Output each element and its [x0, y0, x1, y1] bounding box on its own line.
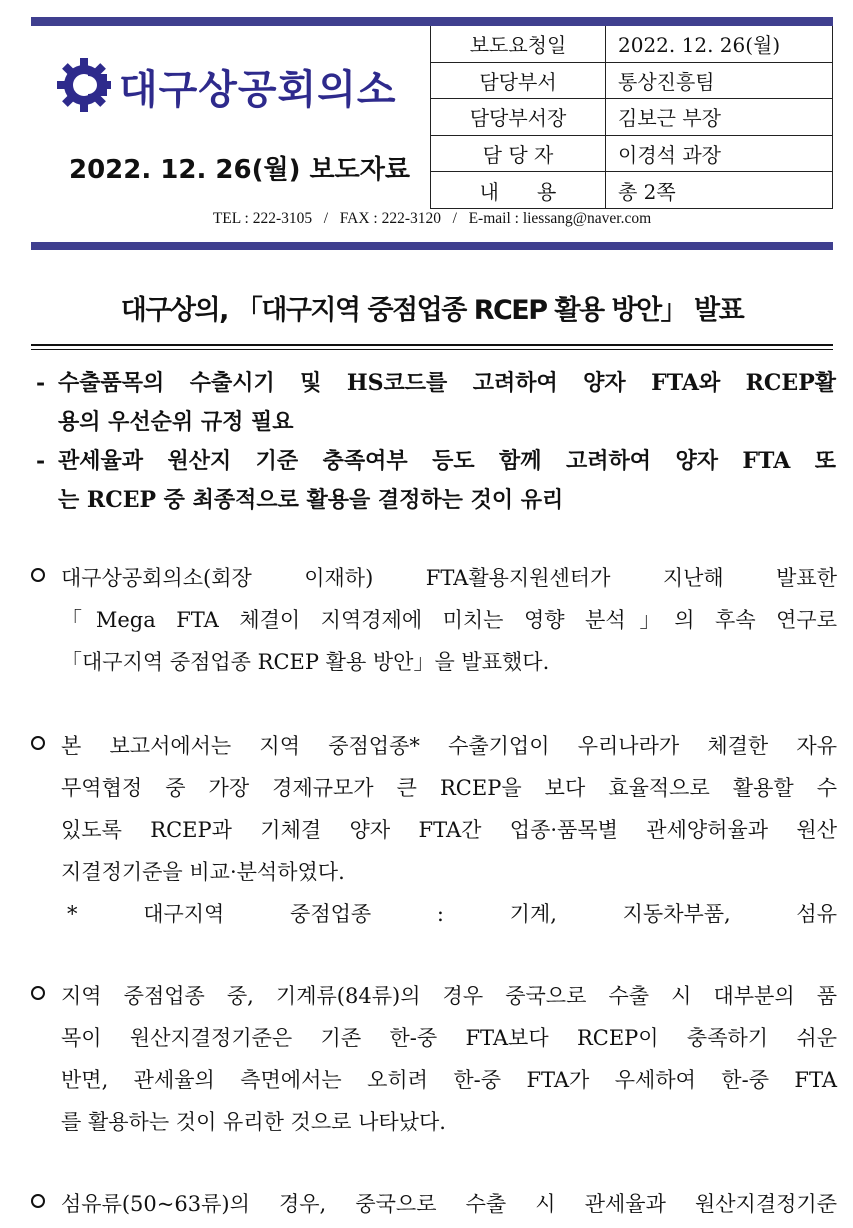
dash-marker: -	[36, 370, 46, 396]
circle-bullet-icon	[31, 986, 45, 1000]
info-row	[431, 135, 833, 172]
info-value: 총 2쪽	[606, 172, 833, 209]
paragraph-line: 대구상공회의소(회장 이재하) FTA활용지원센터가 지난해 발표한	[61, 566, 837, 590]
paragraph-line: 지역 중점업종 중, 기계류(84류)의 경우 중국으로 수출 시 대부분의 품	[61, 984, 837, 1008]
paragraph-line: 「Mega FTA 체결이 지역경제에 미치는 영향 분석」의 후속 연구로	[61, 608, 837, 632]
body-paragraph	[31, 975, 837, 1143]
info-value: 통상진흥팀	[606, 62, 833, 99]
info-value: 2022. 12. 26(월)	[606, 26, 833, 62]
footnote: * 대구지역 중점업종 : 기계, 지동차부품, 섬유	[67, 902, 837, 926]
body-paragraph	[31, 1183, 837, 1225]
paragraph-line: 있도록 RCEP과 기체결 양자 FTA간 업종·품목별 관세양허율과 원산	[61, 818, 837, 842]
paragraph-line: 「대구지역 중점업종 RCEP 활용 방안」을 발표했다.	[61, 650, 550, 674]
paragraph-line: 목이 원산지결정기준은 기존 한-중 FTA보다 RCEP이 충족하기 쉬운	[61, 1026, 837, 1050]
summary-item	[36, 442, 836, 520]
press-header	[31, 26, 833, 209]
paragraph-line: 반면, 관세율의 측면에서는 오히려 한-중 FTA가 우세하여 한-중 FTA	[61, 1068, 837, 1092]
summary-line: 는 RCEP 중 최종적으로 활용을 결정하는 것이 유리	[58, 487, 564, 513]
chamber-logo	[55, 56, 435, 112]
headline-rule	[31, 344, 833, 346]
logo-text: 대구상공회의소	[119, 67, 397, 113]
dash-marker: -	[36, 448, 46, 474]
circle-bullet-icon	[31, 736, 45, 750]
release-date-title: 2022. 12. 26(월) 보도자료	[69, 155, 410, 185]
info-value: 김보근 부장	[606, 99, 833, 136]
headline: 대구상의, 「대구지역 중점업종 RCEP 활용 방안」 발표	[120, 295, 744, 326]
headline-rule-thin	[31, 349, 833, 350]
info-label: 보도요청일	[431, 26, 606, 62]
summary-list	[36, 364, 836, 520]
info-label: 내 용	[431, 172, 606, 209]
info-row	[431, 26, 833, 62]
paragraph-line: 본 보고서에서는 지역 중점업종* 수출기업이 우리나라가 체결한 자유	[61, 734, 837, 758]
paragraph-line: 지결정기준을 비교·분석하였다.	[61, 860, 345, 884]
body-paragraph	[31, 557, 837, 683]
info-label: 담당부서	[431, 62, 606, 99]
circle-bullet-icon	[31, 568, 45, 582]
gear-logo-icon	[55, 56, 113, 114]
info-row	[431, 99, 833, 136]
paragraph-line: 무역협정 중 가장 경제규모가 큰 RCEP을 보다 효율적으로 활용할 수	[61, 776, 837, 800]
info-label: 담 당 자	[431, 135, 606, 172]
info-table	[430, 26, 833, 209]
bottom-accent-bar	[31, 242, 833, 250]
info-label: 담당부서장	[431, 99, 606, 136]
top-accent-bar	[31, 17, 833, 26]
contact-line: TEL : 222-3105 / FAX : 222-3120 / E-mail : liessang@naver.com	[212, 210, 652, 227]
circle-bullet-icon	[31, 1194, 45, 1208]
summary-line: 수출품목의 수출시기 및 HS코드를 고려하여 양자 FTA와 RCEP활	[58, 370, 836, 396]
info-row	[431, 62, 833, 99]
paragraph-line: 를 활용하는 것이 유리한 것으로 나타났다.	[61, 1110, 446, 1134]
info-row	[431, 172, 833, 209]
summary-item	[36, 364, 836, 442]
info-value: 이경석 과장	[606, 135, 833, 172]
summary-line: 용의 우선순위 규정 필요	[58, 409, 294, 435]
paragraph-line: 섬유류(50~63류)의 경우, 중국으로 수출 시 관세율과 원산지결정기준	[61, 1192, 837, 1216]
body-paragraph	[31, 725, 837, 935]
summary-line: 관세율과 원산지 기준 충족여부 등도 함께 고려하여 양자 FTA 또	[58, 448, 836, 474]
